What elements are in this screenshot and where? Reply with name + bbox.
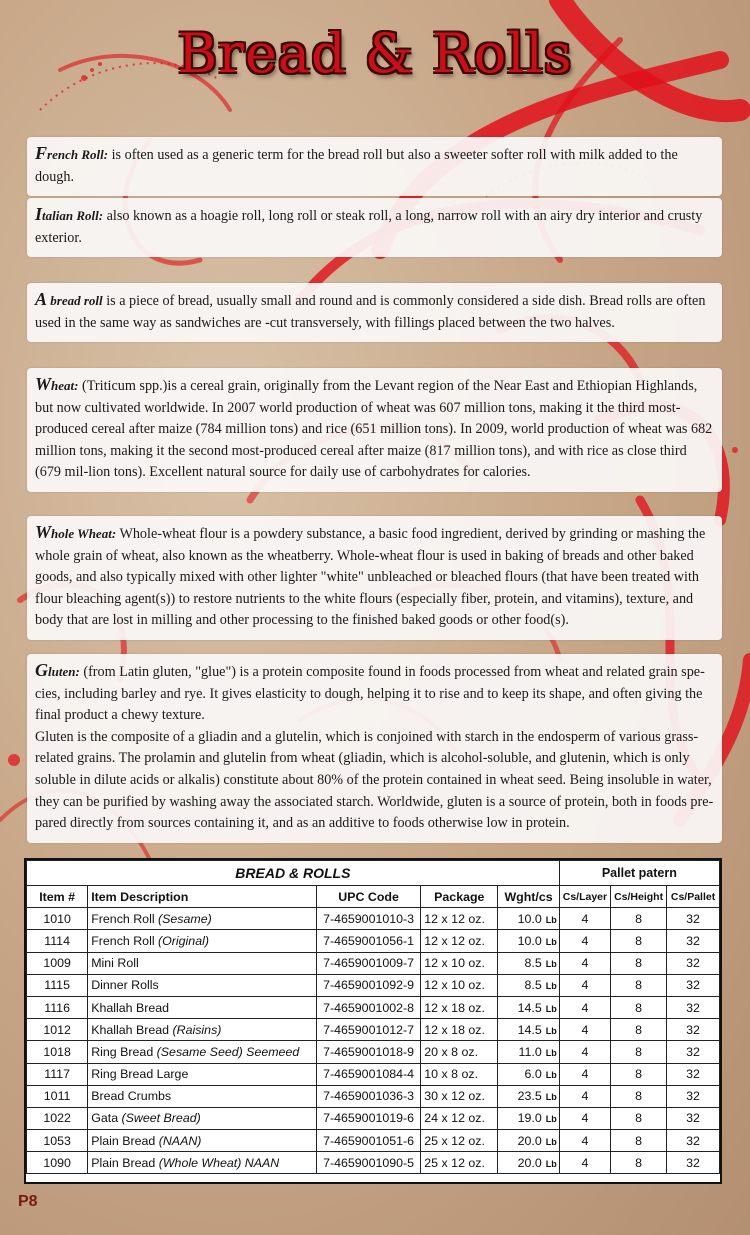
cs-pallet: 32	[667, 974, 720, 996]
cs-pallet: 32	[667, 1107, 720, 1129]
desc-italic: (Whole Wheat) NAAN	[158, 1155, 280, 1170]
weight-value: 14.5	[517, 1022, 542, 1037]
table-row	[27, 974, 720, 996]
desc-main: French Roll	[91, 911, 159, 926]
package-x: x	[441, 1044, 448, 1059]
package	[421, 1107, 498, 1129]
pallet-header: Pallet patern	[559, 861, 719, 886]
section-whole-wheat	[27, 516, 722, 640]
package-qty: 12	[424, 1000, 439, 1015]
weight	[498, 1019, 559, 1041]
package-qty: 30	[424, 1089, 439, 1104]
section-bread-roll	[27, 283, 722, 342]
item-number: 1022	[27, 1107, 88, 1129]
section-gluten	[27, 654, 722, 843]
package	[421, 1063, 498, 1085]
upc-code: 7-4659001084-4	[316, 1063, 420, 1085]
desc-main: Bread Crumbs	[91, 1089, 172, 1104]
desc-main: Khallah Bread	[91, 1000, 170, 1015]
section-text-2: Gluten is the composite of a gliadin and a glutelin, which is conjoined with starch in the endosperm of various grass-related grains. The prolamin and glutelin from wheat (gliadin, which is alcohol-soluble, and glutenin, which is only soluble in dilute acids or alkalis) constitute about 80% of the protein contained in wheat seed. Being insoluble in water, they can be purified by washing away the associated starch. Worldwide, gluten is a source of protein, both in foods pre-pared directly from sources containing it, and as an additive to foods otherwise low in protein.	[35, 728, 714, 832]
package-x: x	[441, 1155, 448, 1170]
cs-height: 8	[611, 908, 667, 930]
weight-unit: Lb	[545, 1025, 557, 1036]
section-term: rench Roll:	[47, 147, 109, 162]
cs-layer: 4	[559, 1152, 610, 1174]
section-text: is a piece of bread, usually small and round and is commonly considered a side dish. Bread rolls are often used in the same way as sandwiches are -cut transversely, with fillings placed between the two halves.	[35, 293, 706, 331]
upc-code: 7-4659001019-6	[316, 1107, 420, 1129]
weight-value: 23.5	[517, 1089, 542, 1104]
weight	[498, 1152, 559, 1174]
col-header: Item #	[27, 886, 88, 908]
cs-pallet: 32	[667, 1041, 720, 1063]
weight-unit: Lb	[545, 1092, 557, 1103]
cs-pallet: 32	[667, 1130, 720, 1152]
col-header: Cs/Pallet	[667, 886, 720, 908]
section-text: (from Latin gluten, "glue") is a protein composite found in foods processed from wheat and related grain spe-cies, including barley and rye. It gives elasticity to dough, helping it to rise and to keep its shape, and often giving the final product a chewy texture.	[35, 664, 705, 724]
cs-pallet: 32	[667, 952, 720, 974]
weight	[498, 1063, 559, 1085]
cs-layer: 4	[559, 1041, 610, 1063]
desc-italic: (NAAN)	[158, 1133, 202, 1148]
item-description	[88, 1085, 317, 1107]
upc-code: 7-4659001090-5	[316, 1152, 420, 1174]
item-number: 1090	[27, 1152, 88, 1174]
section-text: Whole-wheat flour is a powdery substance, a basic food ingredient, derived by grinding or mashing the whole grain of wheat, also known as the wheatberry. Whole-wheat flour is used in baking of breads and other baked goods, and also typically mixed with other lighter "white" unbleached or bleached flours (that have been treated with flour bleaching agent(s)) to restore nutrients to the white flours (especially fiber, protein, and vitamins), texture, and body that are lost in milling and other processing to the finished baked goods or other food(s).	[35, 526, 706, 629]
weight-unit: Lb	[545, 914, 557, 925]
desc-italic: (Sweet Bread)	[121, 1111, 201, 1126]
package	[421, 1130, 498, 1152]
upc-code: 7-4659001051-6	[316, 1130, 420, 1152]
package-qty: 25	[424, 1133, 439, 1148]
cs-pallet: 32	[667, 1152, 720, 1174]
upc-code: 7-4659001018-9	[316, 1041, 420, 1063]
upc-code: 7-4659001012-7	[316, 1019, 420, 1041]
weight	[498, 1085, 559, 1107]
item-description	[88, 996, 317, 1018]
cs-height: 8	[611, 1019, 667, 1041]
item-description	[88, 930, 317, 952]
cs-height: 8	[611, 1085, 667, 1107]
item-number: 1012	[27, 1019, 88, 1041]
package-size: 10 oz.	[451, 978, 485, 993]
weight-value: 6.0	[524, 1067, 542, 1082]
item-description	[88, 1019, 317, 1041]
section-wheat	[27, 368, 722, 492]
weight	[498, 1130, 559, 1152]
cs-pallet: 32	[667, 1085, 720, 1107]
section-term: hole Wheat:	[51, 526, 117, 541]
item-description	[88, 1152, 317, 1174]
cs-layer: 4	[559, 908, 610, 930]
table-row	[27, 1130, 720, 1152]
desc-italic: (Sesame Seed) Seemeed	[156, 1044, 300, 1059]
item-number: 1011	[27, 1085, 88, 1107]
weight-value: 10.0	[517, 933, 542, 948]
item-description	[88, 974, 317, 996]
package-qty: 25	[424, 1155, 439, 1170]
desc-main: Ring Bread	[91, 1044, 157, 1059]
section-text: also known as a hoagie roll, long roll or steak roll, a long, narrow roll with an airy dry interior and crusty exterior.	[35, 208, 703, 246]
cs-pallet: 32	[667, 996, 720, 1018]
section-cap: I	[35, 204, 43, 224]
package-size: 8 oz.	[451, 1067, 479, 1082]
section-text: is often used as a generic term for the bread roll but also a sweeter softer roll with milk added to the dough.	[35, 147, 678, 185]
desc-main: Plain Bread	[91, 1133, 159, 1148]
table-row	[27, 1107, 720, 1129]
package-qty: 20	[424, 1044, 439, 1059]
table-row	[27, 952, 720, 974]
section-cap: A	[35, 289, 48, 309]
package-x: x	[441, 1000, 448, 1015]
weight-unit: Lb	[545, 981, 557, 992]
weight-unit: Lb	[545, 1136, 557, 1147]
package-qty: 12	[424, 911, 439, 926]
cs-height: 8	[611, 1130, 667, 1152]
package	[421, 1152, 498, 1174]
upc-code: 7-4659001002-8	[316, 996, 420, 1018]
cs-height: 8	[611, 996, 667, 1018]
package-size: 10 oz.	[451, 956, 485, 971]
col-header: Wght/cs	[498, 886, 559, 908]
cs-layer: 4	[559, 930, 610, 952]
package-qty: 12	[424, 933, 439, 948]
package-size: 12 oz.	[451, 1133, 485, 1148]
package-x: x	[441, 978, 448, 993]
package-qty: 24	[424, 1111, 439, 1126]
cs-layer: 4	[559, 1019, 610, 1041]
cs-height: 8	[611, 952, 667, 974]
weight	[498, 1107, 559, 1129]
desc-main: Dinner Rolls	[91, 978, 159, 993]
upc-code: 7-4659001056-1	[316, 930, 420, 952]
cs-pallet: 32	[667, 908, 720, 930]
cs-layer: 4	[559, 952, 610, 974]
weight-value: 11.0	[518, 1044, 542, 1059]
col-header: Cs/Layer	[559, 886, 610, 908]
package-qty: 12	[424, 1022, 439, 1037]
package-x: x	[441, 1067, 448, 1082]
weight	[498, 1041, 559, 1063]
cs-height: 8	[611, 974, 667, 996]
upc-code: 7-4659001036-3	[316, 1085, 420, 1107]
package-size: 18 oz.	[451, 1022, 485, 1037]
package	[421, 1041, 498, 1063]
cs-height: 8	[611, 1041, 667, 1063]
package	[421, 952, 498, 974]
item-description	[88, 908, 317, 930]
package-size: 8 oz.	[451, 1044, 479, 1059]
item-number: 1117	[27, 1063, 88, 1085]
weight	[498, 908, 559, 930]
package-qty: 10	[424, 1067, 439, 1082]
desc-main: Ring Bread Large	[91, 1067, 189, 1082]
section-cap: G	[35, 660, 48, 680]
cs-pallet: 32	[667, 1019, 720, 1041]
cs-layer: 4	[559, 1085, 610, 1107]
weight-value: 14.5	[517, 1000, 542, 1015]
item-description	[88, 1041, 317, 1063]
table-row	[27, 1041, 720, 1063]
table-body	[27, 908, 720, 1174]
weight-unit: Lb	[545, 1047, 557, 1058]
cs-height: 8	[611, 1107, 667, 1129]
upc-code: 7-4659001009-7	[316, 952, 420, 974]
weight-value: 20.0	[517, 1133, 542, 1148]
upc-code: 7-4659001092-9	[316, 974, 420, 996]
desc-main: French Roll	[91, 933, 159, 948]
package	[421, 930, 498, 952]
item-number: 1114	[27, 930, 88, 952]
table-row	[27, 930, 720, 952]
item-description	[88, 1107, 317, 1129]
section-cap: W	[35, 374, 52, 394]
weight	[498, 996, 559, 1018]
weight-value: 8.5	[524, 956, 542, 971]
table-row	[27, 1085, 720, 1107]
item-description	[88, 1063, 317, 1085]
section-term: bread roll	[47, 293, 103, 308]
section-cap: F	[35, 143, 48, 163]
section-french-roll	[27, 137, 722, 196]
package-x: x	[441, 1111, 448, 1126]
weight	[498, 974, 559, 996]
item-number: 1115	[27, 974, 88, 996]
cs-pallet: 32	[667, 930, 720, 952]
weight-unit: Lb	[545, 1158, 557, 1169]
package-x: x	[441, 911, 448, 926]
desc-main: Plain Bread	[91, 1155, 159, 1170]
package	[421, 974, 498, 996]
cs-height: 8	[611, 1063, 667, 1085]
item-description	[88, 952, 317, 974]
package-size: 12 oz.	[451, 1089, 485, 1104]
table-row	[27, 1019, 720, 1041]
item-number: 1018	[27, 1041, 88, 1063]
section-term: talian Roll:	[42, 208, 104, 223]
col-header: UPC Code	[316, 886, 420, 908]
desc-italic: (Sesame)	[158, 911, 212, 926]
section-cap: W	[35, 522, 52, 542]
package	[421, 996, 498, 1018]
page-number: P8	[18, 1193, 38, 1210]
cs-layer: 4	[559, 996, 610, 1018]
cs-layer: 4	[559, 1107, 610, 1129]
table-row	[27, 996, 720, 1018]
weight	[498, 930, 559, 952]
col-header: Cs/Height	[611, 886, 667, 908]
item-number: 1009	[27, 952, 88, 974]
page-title: Bread & Rolls	[177, 22, 573, 85]
upc-code: 7-4659001010-3	[316, 908, 420, 930]
item-number: 1010	[27, 908, 88, 930]
weight-value: 19.0	[517, 1111, 542, 1126]
weight-unit: Lb	[545, 1003, 557, 1014]
package	[421, 1019, 498, 1041]
table-row	[27, 908, 720, 930]
col-header: Package	[421, 886, 498, 908]
weight-unit: Lb	[545, 1070, 557, 1081]
weight	[498, 952, 559, 974]
weight-value: 20.0	[517, 1155, 542, 1170]
package-size: 12 oz.	[451, 1155, 485, 1170]
cs-pallet: 32	[667, 1063, 720, 1085]
section-term: luten:	[48, 664, 80, 679]
table-row	[27, 1152, 720, 1174]
section-text: (Triticum spp.)is a cereal grain, originally from the Levant region of the Near East and Ethiopian Highlands, but now cultivated worldwide. In 2007 world production of wheat was 607 million tons, making it the third most-produced cereal after maize (784 million tons) and rice (651 million tons). In 2009, world production of wheat was 682 million tons, making it the second most-produced cereal after maize (817 million tons), and with rice as close third (679 mil-lion tons). Excellent natural source for daily use of carbohydrates for calories.	[35, 378, 713, 481]
package	[421, 908, 498, 930]
desc-main: Mini Roll	[91, 956, 139, 971]
weight-unit: Lb	[545, 936, 557, 947]
weight-value: 10.0	[517, 911, 542, 926]
package-qty: 12	[424, 956, 439, 971]
package-size: 12 oz.	[451, 911, 485, 926]
package-qty: 12	[424, 978, 439, 993]
item-description	[88, 1130, 317, 1152]
package-x: x	[441, 1022, 448, 1037]
col-header: Item Description	[88, 886, 317, 908]
weight-unit: Lb	[545, 959, 557, 970]
package-x: x	[441, 933, 448, 948]
cs-layer: 4	[559, 1063, 610, 1085]
product-table	[24, 858, 722, 1184]
package-x: x	[441, 956, 448, 971]
cs-height: 8	[611, 1152, 667, 1174]
weight-unit: Lb	[545, 1114, 557, 1125]
desc-italic: (Original)	[158, 933, 209, 948]
desc-main: Gata	[91, 1111, 122, 1126]
package-x: x	[441, 1133, 448, 1148]
desc-main: Khallah Bread	[91, 1022, 173, 1037]
weight-value: 8.5	[524, 978, 542, 993]
package-size: 12 oz.	[451, 1111, 485, 1126]
package-size: 12 oz.	[451, 933, 485, 948]
desc-italic: (Raisins)	[172, 1022, 222, 1037]
item-number: 1053	[27, 1130, 88, 1152]
cs-height: 8	[611, 930, 667, 952]
table-title: BREAD & ROLLS	[27, 861, 560, 886]
package-size: 18 oz.	[451, 1000, 485, 1015]
section-term: heat:	[51, 378, 79, 393]
package-x: x	[441, 1089, 448, 1104]
section-italian-roll	[27, 198, 722, 257]
item-number: 1116	[27, 996, 88, 1018]
package	[421, 1085, 498, 1107]
cs-layer: 4	[559, 1130, 610, 1152]
cs-layer: 4	[559, 974, 610, 996]
table-row	[27, 1063, 720, 1085]
